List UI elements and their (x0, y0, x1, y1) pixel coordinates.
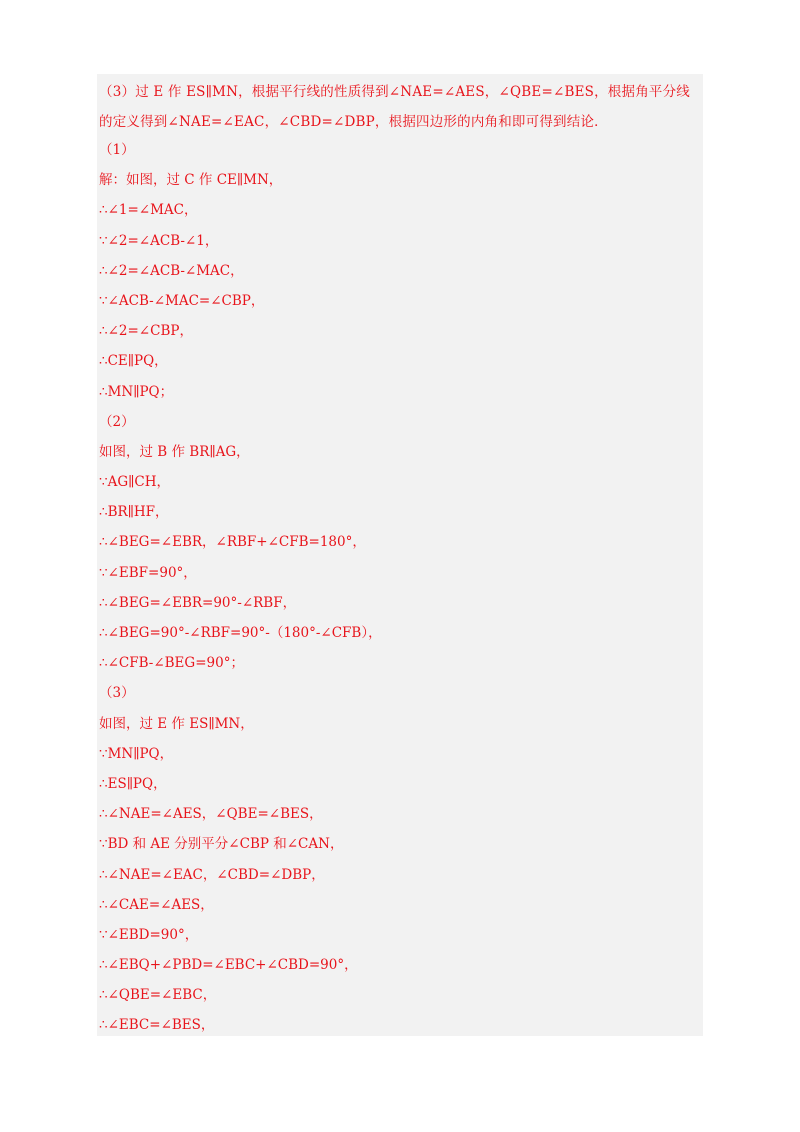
solution-intro: （3）过 E 作 ES∥MN，根据平行线的性质得到∠NAE=∠AES，∠QBE=∠BES，根据角平分线的定义得到∠NAE=∠EAC，∠CBD=∠DBP，根据四边形的内角和即可得到结论． (99, 84, 690, 130)
solution-steps (99, 135, 699, 1041)
step-line: ∵BD 和 AE 分别平分∠CBP 和∠CAN， (99, 836, 344, 853)
step-line: 如图，过 E 作 ES∥MN， (99, 715, 254, 732)
step-line: ∴∠QBE=∠EBC， (99, 987, 217, 1004)
step-line: ∴∠BEG=∠EBR=90°-∠RBF， (99, 594, 297, 611)
step-line: ∴∠EBQ+∠PBD=∠EBC+∠CBD=90°， (99, 957, 358, 974)
step-line: （2） (99, 413, 135, 430)
step-line: ∴∠CFB-∠BEG=90°； (99, 655, 244, 672)
step-line: ∴BR∥HF， (99, 504, 169, 521)
step-line: ∵∠ACB-∠MAC=∠CBP， (99, 292, 265, 309)
step-line: ∴MN∥PQ； (99, 383, 174, 400)
step-line: ∵MN∥PQ， (99, 745, 174, 762)
step-line: ∵∠EBF=90°， (99, 564, 197, 581)
step-line: ∴∠2=∠ACB-∠MAC， (99, 262, 244, 279)
step-line: ∴ES∥PQ， (99, 775, 167, 792)
step-line: ∴∠1=∠MAC， (99, 202, 198, 219)
step-line: ∵∠EBD=90°， (99, 926, 199, 943)
step-line: ∴∠BEG=90°-∠RBF=90°-（180°-∠CFB）， (99, 625, 382, 641)
step-line: ∴∠CAE=∠AES， (99, 896, 214, 913)
step-line: （3） (99, 685, 135, 702)
step-line: ∴∠EBC=∠BES， (99, 1017, 215, 1034)
step-line: 如图，过 B 作 BR∥AG， (99, 443, 250, 460)
step-line: （1） (99, 142, 135, 158)
step-line: 解：如图，过 C 作 CE∥MN， (99, 172, 283, 189)
step-line: ∴∠BEG=∠EBR，∠RBF+∠CFB=180°， (99, 534, 366, 551)
step-line: ∴∠2=∠CBP， (99, 323, 193, 340)
step-line: ∵∠2=∠ACB-∠1， (99, 232, 219, 249)
step-line: ∴∠NAE=∠EAC，∠CBD=∠DBP， (99, 866, 325, 883)
step-line: ∴∠NAE=∠AES，∠QBE=∠BES， (99, 806, 323, 823)
step-line: ∵AG∥CH， (99, 474, 170, 491)
step-line: ∴CE∥PQ， (99, 353, 168, 370)
